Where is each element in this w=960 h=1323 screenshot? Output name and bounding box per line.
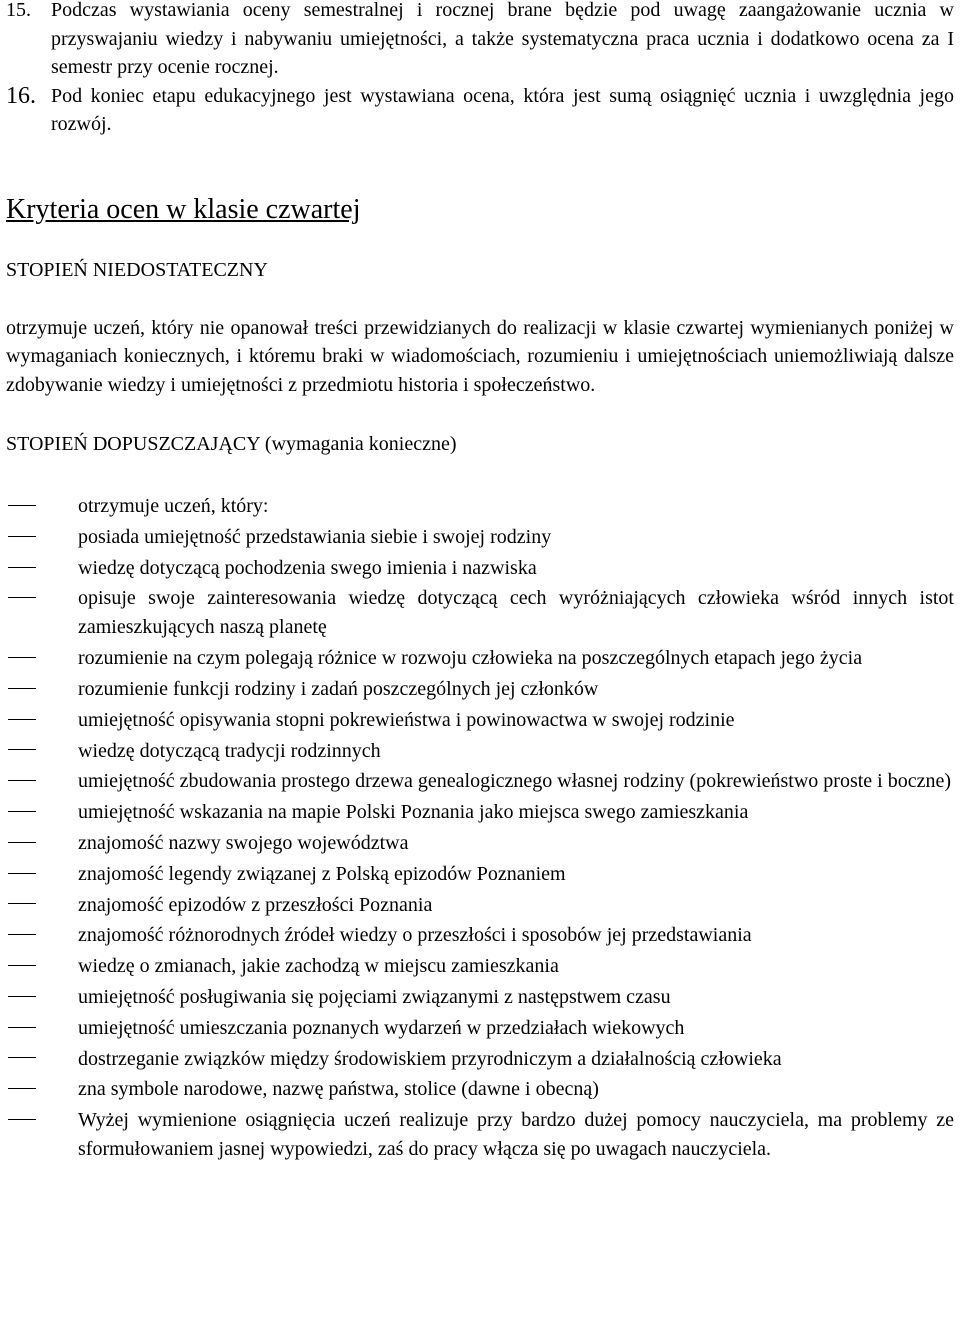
dash-bullet	[6, 1014, 78, 1043]
dash-bullet	[6, 523, 78, 552]
dash-bullet	[6, 1045, 78, 1074]
list-item: znajomość różnorodnych źródeł wiedzy o przeszłości i sposobów jej przedstawiania	[6, 921, 954, 950]
list-item: znajomość legendy związanej z Polską epizodów Poznaniem	[6, 860, 954, 889]
dash-bullet	[6, 554, 78, 583]
item-text: Podczas wystawiania oceny semestralnej i rocznej brane będzie pod uwagę zaangażowanie ucznia w przyswajaniu wiedzy i nabywaniu umiejętności, a także systematyczna praca ucznia i dodatkowo ocena za I semestr przy ocenie rocznej.	[51, 0, 954, 78]
grade-description-insufficient: otrzymuje uczeń, który nie opanował treści przewidzianych do realizacji w klasie czwartej wymienianych poniżej w wymaganiach koniecznych, i któremu braki w wiadomościach, rozumieniu i umiejętnościach uniemożliwiają dalsze zdobywanie wiedzy i umiejętności z przedmiotu historia i społeczeństwo.	[6, 316, 954, 396]
list-item: dostrzeganie związków między środowiskiem przyrodniczym a działalnością człowieka	[6, 1045, 954, 1074]
numbered-item-15	[6, 0, 954, 82]
dash-bullet	[6, 952, 78, 981]
list-item: umiejętność posługiwania się pojęciami związanymi z następstwem czasu	[6, 983, 954, 1012]
dash-bullet	[6, 492, 78, 521]
list-item: Wyżej wymienione osiągnięcia uczeń realizuje przy bardzo dużej pomocy nauczyciela, ma problemy ze sformułowaniem jasnej wypowiedzi, zaś do pracy włącza się po uwagach nauczyciela.	[6, 1106, 954, 1164]
list-item: umiejętność wskazania na mapie Polski Poznania jako miejsca swego zamieszkania	[6, 798, 954, 827]
dash-bullet	[6, 767, 78, 796]
list-item: opisuje swoje zainteresowania wiedzę dotyczącą cech wyróżniających człowieka wśród innych istot zamieszkujących naszą planetę	[6, 584, 954, 642]
dash-bullet	[6, 584, 78, 642]
list-item: posiada umiejętność przedstawiania siebie i swojej rodziny	[6, 523, 954, 552]
dash-bullet	[6, 737, 78, 766]
dash-bullet	[6, 644, 78, 673]
list-item: wiedzę o zmianach, jakie zachodzą w miejscu zamieszkania	[6, 952, 954, 981]
dash-bullet	[6, 983, 78, 1012]
item-number: 15.	[6, 0, 31, 21]
list-item: umiejętność umieszczania poznanych wydarzeń w przedziałach wiekowych	[6, 1014, 954, 1043]
dash-bullet	[6, 891, 78, 920]
dash-bullet	[6, 1106, 78, 1164]
dash-bullet	[6, 860, 78, 889]
item-text: Pod koniec etapu edukacyjnego jest wystawiana ocena, która jest sumą osiągnięć ucznia i uwzględnia jego rozwój.	[51, 84, 954, 135]
dash-bullet	[6, 1075, 78, 1104]
section-heading: Kryteria ocen w klasie czwartej	[6, 193, 361, 225]
list-item: otrzymuje uczeń, który:	[6, 492, 954, 521]
list-item: znajomość nazwy swojego województwa	[6, 829, 954, 858]
item-number: 16.	[6, 82, 36, 109]
requirements-list	[6, 492, 954, 1164]
list-item: znajomość epizodów z przeszłości Poznania	[6, 891, 954, 920]
numbered-item-16	[6, 82, 954, 139]
list-item: rozumienie funkcji rodziny i zadań poszczególnych jej członków	[6, 675, 954, 704]
dash-bullet	[6, 675, 78, 704]
grade-title-insufficient: STOPIEŃ NIEDOSTATECZNY	[6, 258, 268, 281]
list-item: zna symbole narodowe, nazwę państwa, stolice (dawne i obecną)	[6, 1075, 954, 1104]
list-item: wiedzę dotyczącą tradycji rodzinnych	[6, 737, 954, 766]
list-item: rozumienie na czym polegają różnice w rozwoju człowieka na poszczególnych etapach jego życia	[6, 644, 954, 673]
dash-bullet	[6, 829, 78, 858]
list-item: wiedzę dotyczącą pochodzenia swego imienia i nazwiska	[6, 554, 954, 583]
list-item: umiejętność zbudowania prostego drzewa genealogicznego własnej rodziny (pokrewieństwo proste i boczne)	[6, 767, 954, 796]
dash-bullet	[6, 706, 78, 735]
grade-title-sufficient: STOPIEŃ DOPUSZCZAJĄCY (wymagania konieczne)	[6, 433, 457, 455]
dash-bullet	[6, 798, 78, 827]
dash-bullet	[6, 921, 78, 950]
list-item: umiejętność opisywania stopni pokrewieństwa i powinowactwa w swojej rodzinie	[6, 706, 954, 735]
document-page	[6, 0, 954, 1166]
